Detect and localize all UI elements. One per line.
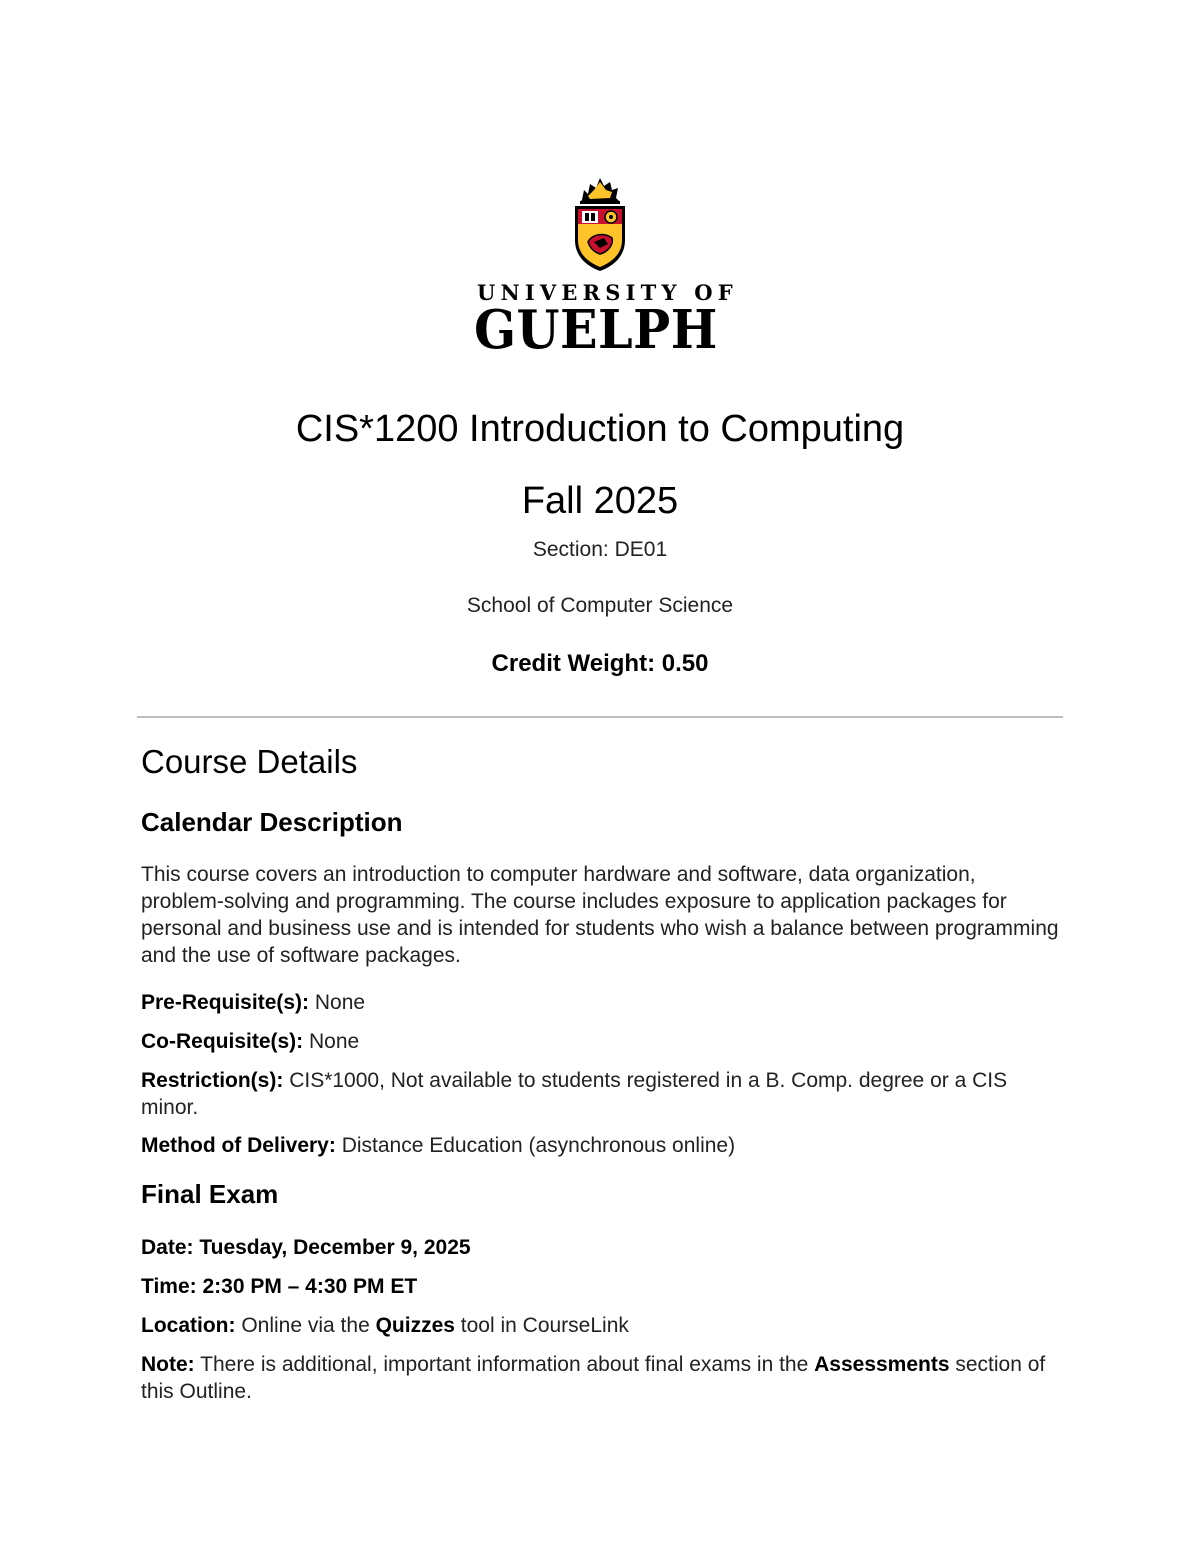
delivery-value: Distance Education (asynchronous online) — [335, 1134, 736, 1157]
exam-time-text: Time: 2:30 PM – 4:30 PM ET — [141, 1275, 418, 1298]
course-details-heading: Course Details — [141, 743, 358, 780]
exam-location-emphasis: Quizzes — [375, 1314, 455, 1337]
restrictions-value: CIS*1000, Not available to students registered in a B. Comp. degree or a CIS minor. — [141, 1069, 1008, 1119]
university-crest-icon — [570, 172, 630, 272]
prerequisites — [141, 989, 1061, 1016]
calendar-description-heading: Calendar Description — [141, 807, 403, 837]
restrictions — [141, 1067, 1061, 1121]
exam-time — [141, 1273, 1061, 1300]
course-section: Section: DE01 — [532, 538, 668, 561]
exam-location-text-before: Online via the — [235, 1314, 376, 1337]
calendar-description-text: This course covers an introduction to computer hardware and software, data organization, problem-solving and programming. The course includes exposure to application packages for personal and business use and is intended for students who wish a balance between programming and the use of software packages. — [141, 863, 1059, 967]
course-term: Fall 2025 — [521, 480, 679, 522]
corequisites — [141, 1028, 1061, 1055]
delivery-label: Method of Delivery: — [141, 1134, 336, 1157]
credit-weight: Credit Weight: 0.50 — [491, 650, 709, 677]
final-exam-heading: Final Exam — [141, 1179, 279, 1209]
corequisites-value: None — [303, 1030, 360, 1053]
logo-university-of: UNIVERSITY OF — [477, 280, 738, 305]
delivery-method — [141, 1132, 1061, 1159]
school-name: School of Computer Science — [466, 594, 734, 617]
exam-note-text-before: There is additional, important information about final exams in the — [194, 1353, 815, 1376]
exam-location — [141, 1312, 1061, 1339]
header-divider — [137, 716, 1063, 718]
restrictions-label: Restriction(s): — [141, 1069, 284, 1092]
exam-location-text-after: tool in CourseLink — [454, 1314, 629, 1337]
university-logo — [470, 172, 738, 362]
exam-location-label: Location: — [141, 1314, 236, 1337]
prerequisites-label: Pre-Requisite(s): — [141, 991, 310, 1014]
course-title: CIS*1200 Introduction to Computing — [295, 408, 905, 450]
exam-note-text-after: section of this Outline. — [141, 1353, 1046, 1403]
exam-date — [141, 1234, 1061, 1261]
exam-date-text: Date: Tuesday, December 9, 2025 — [141, 1236, 471, 1259]
logo-guelph: GUELPH — [474, 299, 718, 361]
corequisites-label: Co-Requisite(s): — [141, 1030, 304, 1053]
exam-note-emphasis: Assessments — [814, 1353, 950, 1376]
exam-note — [141, 1351, 1061, 1405]
exam-note-label: Note: — [141, 1353, 195, 1376]
prerequisites-value: None — [309, 991, 366, 1014]
